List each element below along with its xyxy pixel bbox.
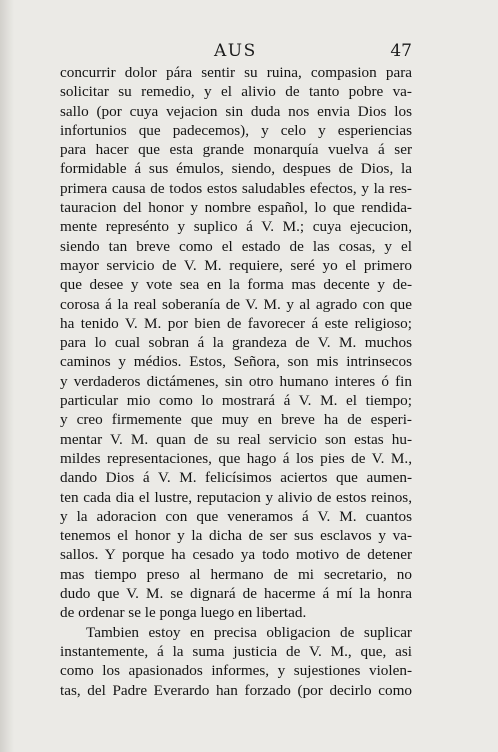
- text-line: solicitar su remedio, y el alivio de tanto pobre va-: [60, 83, 412, 101]
- text-line: tauracion del honor y nombre español, lo que rendida-: [60, 199, 412, 217]
- text-line: ha tenido V. M. por bien de favorecer á este religioso;: [60, 314, 412, 332]
- text-line: mentar V. M. quan de su real servicio son estas hu-: [60, 430, 412, 448]
- text-line: mas tiempo preso al hermano de mi secretario, no: [60, 565, 412, 583]
- paragraph-start-line: Tambien estoy en precisa obligacion de suplicar: [86, 623, 412, 641]
- text-line: que desee y vote sea en la forma mas decente y de-: [60, 276, 412, 294]
- text-line: tas, del Padre Everardo han forzado (por decirlo como: [60, 681, 412, 699]
- text-line: tenemos el honor y la dicha de ser sus esclavos y va-: [60, 527, 412, 545]
- text-line: formidable á sus émulos, siendo, despues de Dios, la: [60, 160, 412, 178]
- paragraph-end-line: de ordenar se le ponga luego en libertad.: [60, 604, 307, 622]
- text-line: sallo (por cuya vejacion sin duda nos envia Dios los: [60, 102, 412, 120]
- text-line: corosa á la real soberanía de V. M. y al agrado con que: [60, 295, 412, 313]
- text-line: mente represénto y suplico á V. M.; cuya ejecucion,: [60, 218, 412, 236]
- page-header: [60, 41, 412, 63]
- text-line: y verdaderos dictámenes, sin otro humano interes ó fin: [60, 372, 412, 390]
- running-head: AUS: [214, 41, 257, 61]
- text-line: concurrir dolor pára sentir su ruina, compasion para: [60, 64, 412, 81]
- text-line: y la adoracion con que veneramos á V. M. cuantos: [60, 507, 412, 525]
- text-line: infortunios que padecemos), y celo y esperiencias: [60, 121, 412, 139]
- text-line: dudo que V. M. se dignará de hacerme á mí la honra: [60, 585, 412, 603]
- text-line: primera causa de todos estos saludables efectos, y la res-: [60, 179, 412, 197]
- text-line: ten cada dia el lustre, reputacion y alivio de estos reinos,: [60, 488, 412, 506]
- text-line: como los apasionados informes, y sujestiones violen-: [60, 662, 412, 680]
- text-line: caminos y médios. Estos, Señora, son mis intrinsecos: [60, 353, 412, 371]
- gutter-shadow: [0, 0, 14, 752]
- text-line: mildes representaciones, que hago á los pies de V. M.,: [60, 449, 412, 467]
- text-line: instantemente, á la suma justicia de V. M., que, asi: [60, 642, 412, 660]
- text-line: para hacer que esta grande monarquía vuelva á ser: [60, 141, 412, 159]
- text-line: para lo cual sobran á la grandeza de V. M. muchos: [60, 334, 412, 352]
- text-line: sallos. Y porque ha cesado ya todo motivo de detener: [60, 546, 412, 564]
- text-line: siendo tan breve como el estado de las cosas, y el: [60, 237, 412, 255]
- text-line: particular mio como lo mostrará á V. M. el tiempo;: [60, 392, 412, 410]
- text-line: y creo firmemente que muy en breve ha de esperi-: [60, 411, 412, 429]
- body-text: [60, 63, 412, 700]
- page-number: 47: [390, 41, 412, 61]
- text-line: dando Dios á V. M. felicísimos aciertos que aumen-: [60, 469, 412, 487]
- text-line: mayor servicio de V. M. requiere, seré yo el primero: [60, 256, 412, 274]
